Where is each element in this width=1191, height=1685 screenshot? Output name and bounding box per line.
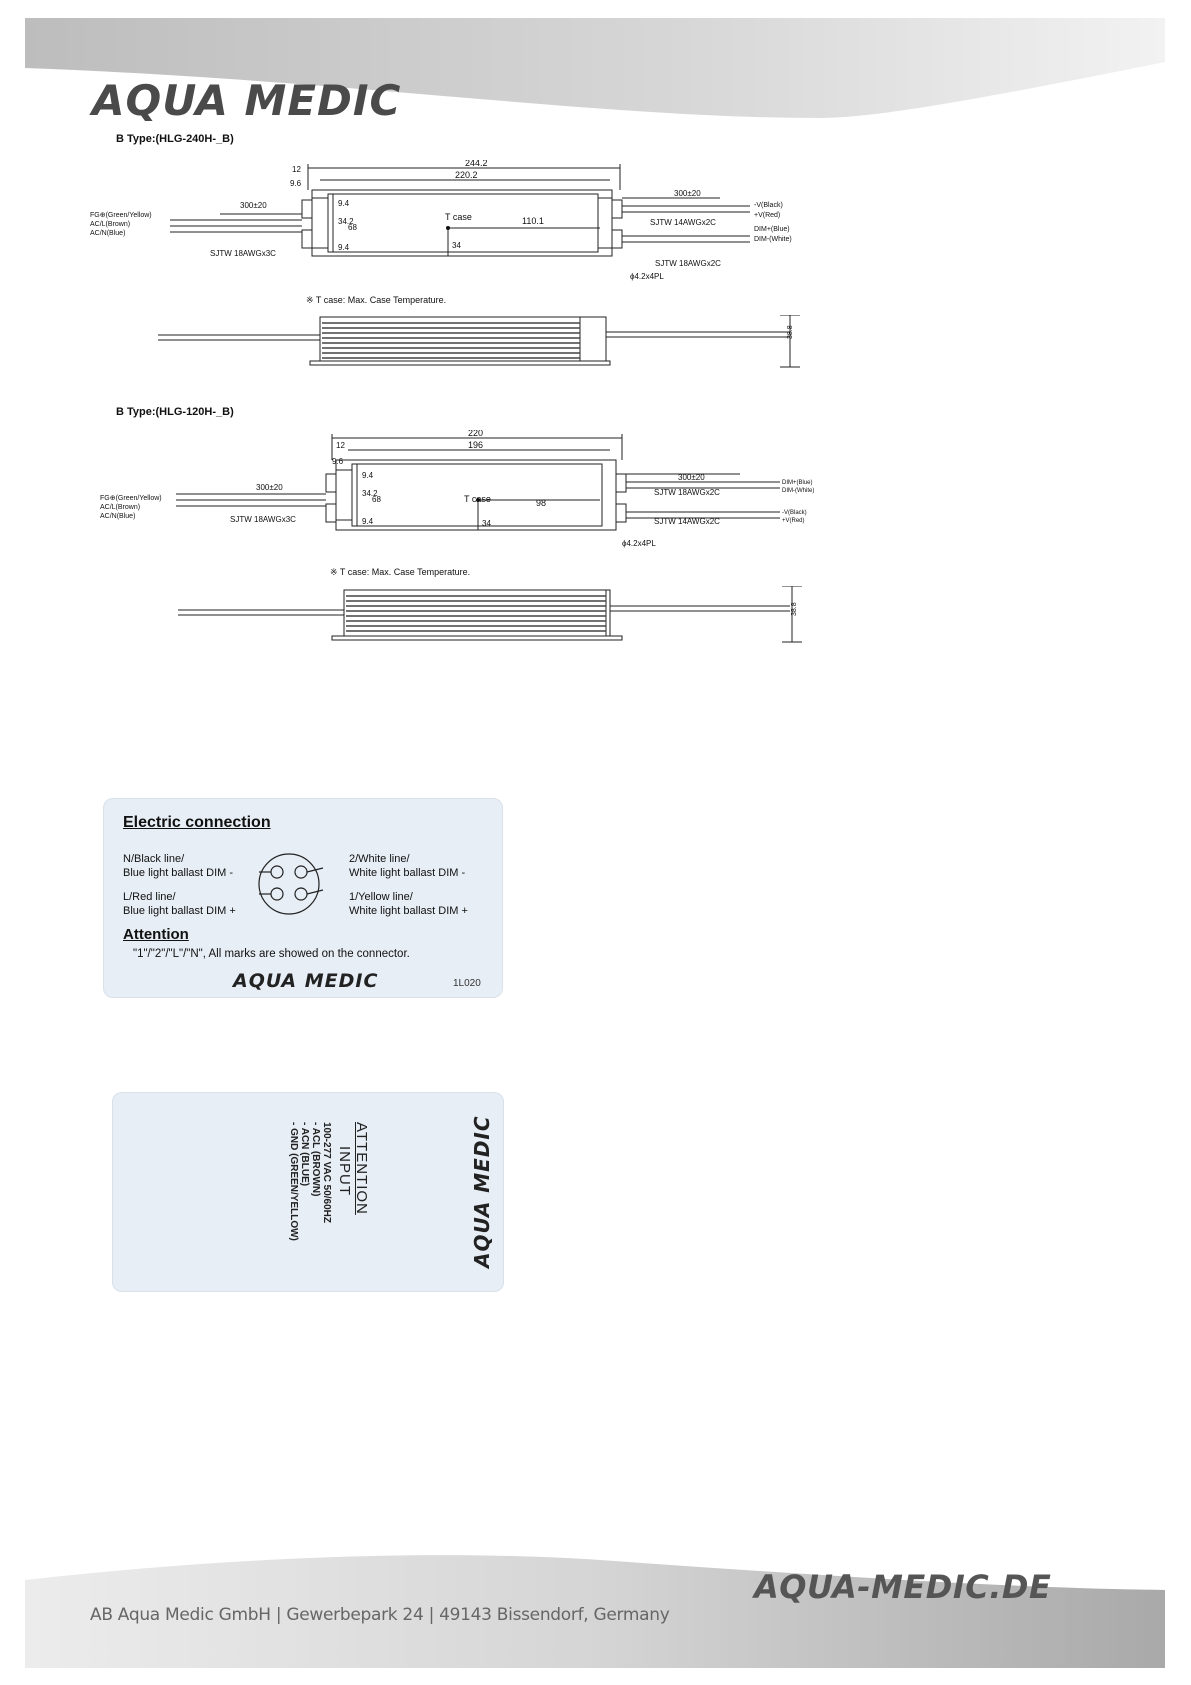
label-heading: Electric connection	[123, 814, 271, 831]
left-bot-line-1: L/Red line/	[123, 891, 176, 903]
dim-slot-b: 34.2	[362, 489, 378, 498]
left-bottom-text	[123, 890, 236, 918]
dim-slot-c: 9.4	[362, 517, 374, 526]
attention-heading: Attention	[123, 926, 189, 943]
left-label-fg: FG⊕(Green/Yellow)	[100, 495, 162, 502]
label-logo: AQUA MEDIC	[233, 970, 379, 992]
label-code: 1L020	[453, 978, 481, 989]
dim-side-height: 38.8	[787, 325, 794, 339]
header-logo: AQUA MEDIC	[92, 76, 402, 125]
dim-slot-a: 9.4	[362, 471, 374, 480]
dim-height-68: 68	[348, 223, 357, 232]
right-label-dimp: DIM+(Blue)	[754, 226, 790, 233]
drawing-120-note: ※ T case: Max. Case Temperature.	[330, 567, 471, 577]
left-label-acl: AC/L(Brown)	[90, 221, 131, 228]
right-top-text	[349, 852, 465, 880]
left-cable-spec: SJTW 18AWGx3C	[210, 249, 276, 258]
input-line-4: - GND (GREEN/YELLOW)	[288, 1122, 299, 1241]
right-bottom-text	[349, 890, 468, 918]
right-label-posv: +V(Red)	[754, 212, 781, 219]
dim-tcase-offset: 110.1	[522, 216, 544, 226]
input-subtitle: INPUT	[336, 1146, 353, 1196]
input-text-block	[250, 1122, 370, 1272]
right-cable-spec-2: SJTW 18AWGx2C	[655, 259, 721, 268]
input-line-3: - ACN (BLUE)	[299, 1122, 310, 1187]
drawing-240-top-view	[90, 160, 830, 310]
left-top-text	[123, 852, 233, 880]
input-line-1: 100-277 VAC 50/60HZ	[321, 1122, 332, 1223]
input-label-logo: AQUA MEDIC	[470, 1115, 494, 1268]
left-label-acn: AC/N(Blue)	[100, 513, 136, 520]
dim-slot-c: 9.4	[338, 243, 350, 252]
drawing-240-note: ※ T case: Max. Case Temperature.	[306, 295, 447, 305]
left-cable-length: 300±20	[240, 201, 267, 210]
right-label-negv: -V(Black)	[782, 510, 807, 516]
input-attention-label	[112, 1092, 504, 1292]
right-top-line-1: 2/White line/	[349, 853, 410, 865]
left-top-line-1: N/Black line/	[123, 853, 185, 865]
left-label-acn: AC/N(Blue)	[90, 230, 126, 237]
left-bot-line-2: Blue light ballast DIM +	[123, 905, 236, 917]
drawing-240-title: B Type:(HLG-240H-_B)	[116, 133, 234, 145]
dim-margin-left: 12	[336, 441, 345, 450]
right-cable-spec-1: SJTW 14AWGx2C	[650, 218, 716, 227]
right-label-negv: -V(Black)	[754, 202, 783, 209]
left-label-acl: AC/L(Brown)	[100, 504, 141, 511]
left-cable-length: 300±20	[256, 483, 283, 492]
right-label-posv: +V(Red)	[782, 518, 805, 524]
drawing-120-title: B Type:(HLG-120H-_B)	[116, 406, 234, 418]
tcase-label: T case	[445, 212, 472, 222]
right-cable-spec-1: SJTW 18AWGx2C	[654, 488, 720, 497]
dim-tcase-offset: 98	[536, 498, 547, 508]
left-cable-spec: SJTW 18AWGx3C	[230, 515, 296, 524]
right-cable-length: 300±20	[678, 473, 705, 482]
dim-slot-b: 34.2	[338, 217, 354, 226]
right-cable-length: 300±20	[674, 189, 701, 198]
dim-margin-top: 9.6	[290, 179, 302, 188]
dim-body: 220.2	[455, 170, 478, 180]
tcase-label: T case	[464, 494, 491, 504]
dim-side-height: 38.8	[791, 602, 798, 616]
right-label-dimp: DIM+(Blue)	[782, 480, 813, 486]
dim-tcase-down: 34	[452, 241, 461, 250]
dim-height-68: 68	[372, 495, 381, 504]
right-label-dimn: DIM-(White)	[754, 236, 792, 243]
attention-text: "1"/"2"/"L"/"N", All marks are showed on the connector.	[133, 948, 410, 960]
drawing-240-side-view	[150, 315, 800, 371]
dim-body: 196	[468, 440, 484, 450]
right-label-dimn: DIM-(White)	[782, 488, 815, 494]
footer-domain: AQUA-MEDIC.DE	[754, 1568, 1052, 1606]
right-bot-line-1: 1/Yellow line/	[349, 891, 413, 903]
dim-overall: 244.2	[465, 160, 488, 168]
drawing-120-top-view	[100, 430, 840, 580]
dim-tcase-down: 34	[482, 519, 491, 528]
dim-slot-a: 9.4	[338, 199, 350, 208]
input-line-2: - ACL (BROWN)	[310, 1122, 321, 1197]
dim-margin-top: 9.6	[332, 457, 344, 466]
input-title: ATTENTION	[353, 1122, 370, 1215]
drawing-120-side-view	[170, 586, 810, 646]
dim-margin-left: 12	[292, 165, 301, 174]
dim-overall: 220	[468, 430, 484, 438]
right-top-line-2: White light ballast DIM -	[349, 867, 466, 879]
left-top-line-2: Blue light ballast DIM -	[123, 867, 234, 879]
electric-connection-label	[103, 798, 503, 998]
hole-label: ϕ4.2x4PL	[630, 272, 664, 281]
footer-address: AB Aqua Medic GmbH | Gewerbepark 24 | 49143 Bissendorf, Germany	[90, 1605, 670, 1625]
right-cable-spec-2: SJTW 14AWGx2C	[654, 517, 720, 526]
right-bot-line-2: White light ballast DIM +	[349, 905, 468, 917]
left-label-fg: FG⊕(Green/Yellow)	[90, 212, 152, 219]
connector-diagram-icon	[239, 848, 339, 920]
hole-label: ϕ4.2x4PL	[622, 539, 656, 548]
